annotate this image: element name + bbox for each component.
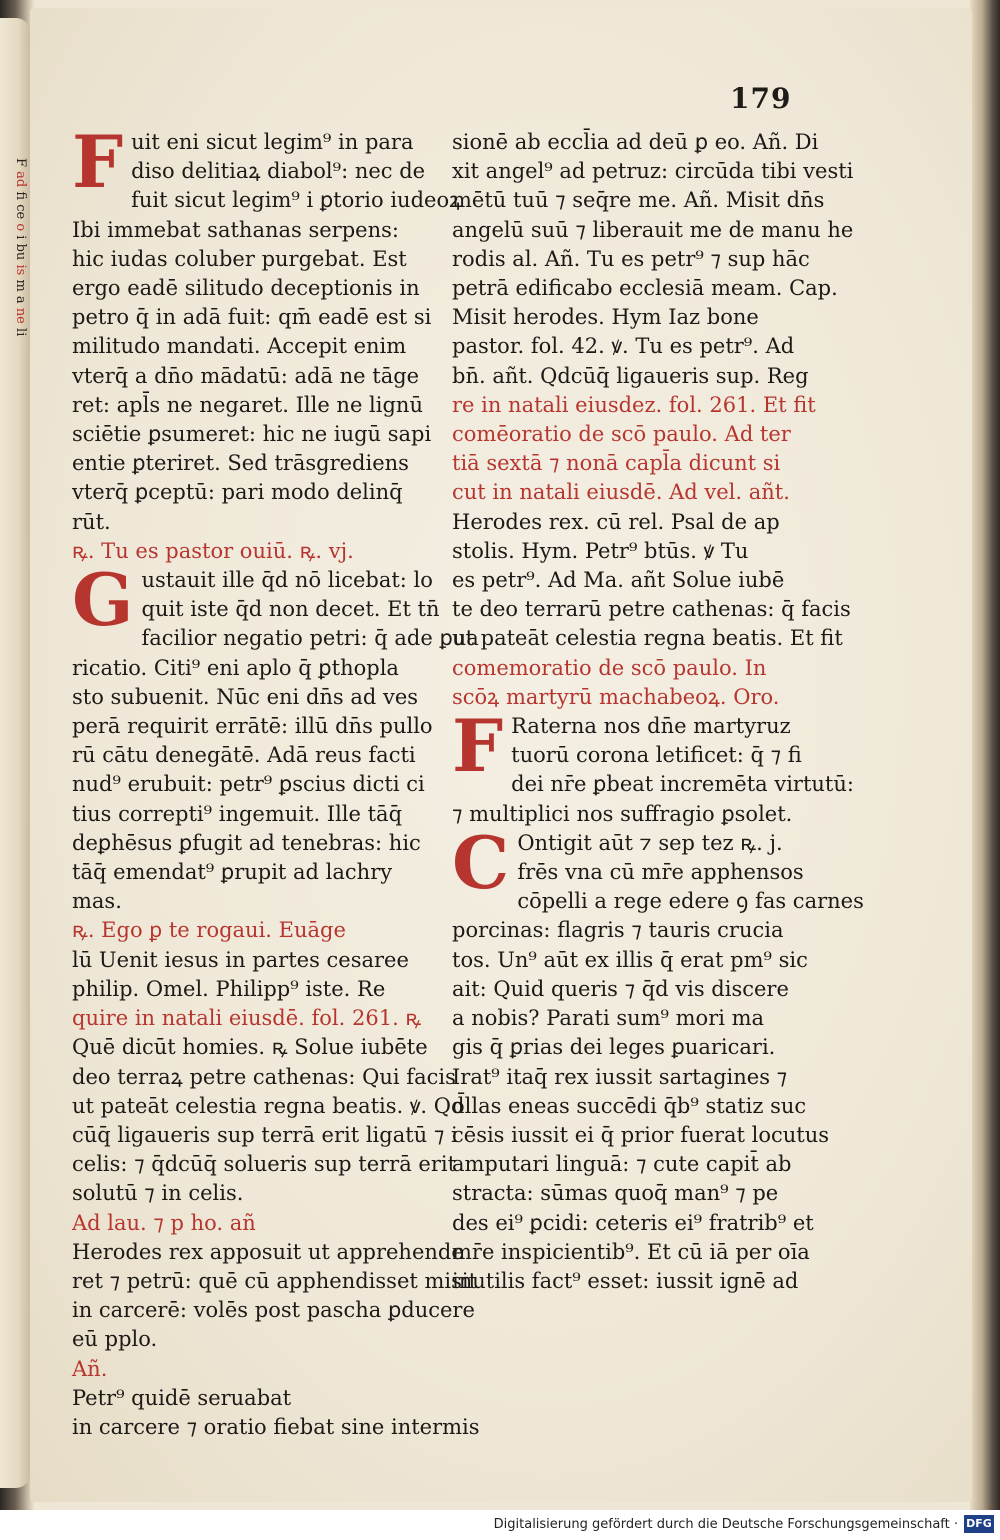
text-line: cūq̄ ligaueris sup terrā erit ligatū ⁊ i [72, 1122, 458, 1147]
text-line: tius correpti⁹ ingemuit. Ille tāq̄ [72, 801, 403, 826]
text-line: a nobis? Parati sum⁹ mori ma [452, 1006, 765, 1031]
text-line: ricatio. Citi⁹ eni aplo q̄ ꝑthopla [72, 655, 399, 680]
facing-page-fragment: ad [13, 171, 28, 188]
facing-page-fragment: m [13, 279, 28, 292]
text-line: frēs vna cū mr̄e apphensos [517, 860, 804, 885]
text-line: des ei⁹ ꝑcidi: ceteris ei⁹ fratrib⁹ et [452, 1210, 814, 1235]
facing-page-fragment: i [13, 235, 28, 240]
text-line: comemoratio de scō paulo. In [452, 655, 767, 680]
text-line: facilior negatio petri: q̄ ade ꝑua [141, 626, 479, 651]
text-line: angelū suū ⁊ liberauit me de manu he [452, 217, 854, 242]
text-line: Irat⁹ itaq̄ rex iussit sartagines ⁊ [452, 1064, 788, 1089]
text-line: ret: apl̄s ne negaret. Ille ne lignū [72, 392, 423, 417]
facing-page-fragment: o [13, 223, 28, 232]
text-line: scōꝝ martyrū machabeoꝝ. Oro. [452, 684, 780, 709]
text-line: mētū tuū ⁊ seq̄re me. Añ. Misit dn̄s [452, 188, 825, 213]
text-line: ergo eadē silitudo deceptionis in [72, 276, 420, 301]
text-line: tāq̄ emendat⁹ ꝑrupit ad lachry [72, 860, 393, 885]
text-line: tiā sextā ⁊ nonā capl̄a dicunt si [452, 451, 781, 476]
text-line: xit angel⁹ ad petruz: circūda tibi vesti [452, 159, 854, 184]
text-line: philip. Omel. Philipp⁹ iste. Re [72, 976, 386, 1001]
text-line: stolis. Hym. Petr⁹ btūs. ꝟ Tu [452, 538, 749, 563]
text-line: Quē dicūt homies. ꝶ Solue iubēte [72, 1035, 428, 1060]
drop-cap-f: F [72, 119, 124, 204]
text-line: quit iste q̄d non decet. Et tn̄ [141, 597, 440, 622]
text-line: lū Uenit iesus in partes cesaree [72, 947, 409, 972]
text-line: cōpelli a rege edere ꝯ fas carnes [517, 889, 864, 914]
text-line: entie ꝑteriret. Sed trāsgrediens [72, 451, 409, 476]
text-line: Petr⁹ quidē seruabat [72, 1385, 292, 1410]
text-line: petro q̄ in adā fuit: qm̄ eadē est si [72, 305, 432, 330]
text-line: in carcere ⁊ oratio fiebat sine intermis [72, 1414, 480, 1439]
facing-page-edge [0, 18, 30, 1488]
text-line: bn̄. añt. Qdcūq̄ ligaueris sup. Reg [452, 363, 809, 388]
drop-cap-c: C [452, 819, 510, 905]
text-line: ret ⁊ petrū: quē cū apphendisset misit [72, 1268, 478, 1293]
text-line: deo terraꝝ petre cathenas: Qui facis [72, 1064, 456, 1089]
rubric-line: quire in natali eiusdē. fol. 261. ꝶ [72, 1006, 422, 1031]
text-line: cut in natali eiusdē. Ad vel. añt. [452, 480, 790, 505]
text-line: uit eni sicut legim⁹ in para [131, 130, 414, 154]
facing-page-fragment: ne [13, 307, 28, 324]
text-line: ut pateāt celestia regna beatis. Et fit [452, 626, 843, 651]
text-line: porcinas: flagris ⁊ tauris crucia [452, 918, 784, 943]
left-column [72, 119, 480, 1442]
text-line: solutū ⁊ in celis. [72, 1181, 244, 1206]
text-line: perā requirit errātē: illū dn̄s pullo [72, 714, 433, 739]
facing-page-fragment: fi [13, 191, 28, 201]
facing-page-fragment: bu [13, 243, 28, 261]
facing-page-fragment: li [13, 328, 28, 337]
rubric-line: ꝶ. Tu es pastor ouiū. ꝶ. vj. [72, 538, 354, 563]
text-line: es petr⁹. Ad Ma. añt Solue iubē [452, 568, 785, 593]
text-line: sto subuenit. Nūc eni dn̄s ad ves [72, 684, 419, 709]
text-line: rūt. [72, 509, 111, 534]
text-line: deꝑhēsus ꝑfugit ad tenebras: hic [72, 830, 421, 855]
text-line: Ibi immebat sathanas serpens: [72, 217, 399, 242]
text-line: ustauit ille q̄d nō licebat: lo [141, 568, 433, 593]
text-line: Herodes rex. cū rel. Psal de ap [452, 509, 780, 534]
page-edge-right [970, 0, 1000, 1510]
funding-credit: Digitalisierung gefördert durch die Deutsche Forschungsgemeinschaft · [493, 1517, 958, 1532]
text-line: tos. Un⁹ aūt ex illis q̄ erat pm⁹ sic [452, 947, 808, 972]
drop-cap-g: G [72, 557, 134, 643]
facing-page-fragments [4, 158, 28, 458]
paragraph-lesson [452, 819, 864, 1296]
facing-page-fragment: F [13, 158, 28, 168]
right-column [452, 128, 864, 1296]
text-line: stracta: sūmas quoq̄ man⁹ ⁊ pe [452, 1181, 779, 1206]
text-line: vterq̄ ꝑceptū: pari modo delinq̄ [72, 480, 403, 505]
text-line: sionē ab eccl̄ia ad deū ꝑ eo. Añ. Di [452, 130, 819, 154]
text-line: rū cātu denegātē. Adā reus facti [72, 743, 416, 768]
text-line: gis q̄ ꝑrias dei leges ꝑuaricari. [452, 1035, 776, 1060]
text-line: militudo mandati. Accepit enim [72, 334, 407, 359]
drop-cap-f-right: F [452, 703, 504, 789]
text-line: tuorū corona letificet: q̄ ⁊ fi [511, 743, 802, 768]
text-line: mr̄e inspicientib⁹. Et cū iā per oīa [452, 1239, 810, 1264]
text-line: cēsis iussit ei q̄ prior fuerat locutus [452, 1122, 830, 1147]
text-line: Raterna nos dn̄e martyruz [511, 714, 791, 739]
paragraph-collect [452, 703, 854, 829]
folio-number: 179 [730, 82, 792, 115]
text-line: eū pplo. [72, 1327, 158, 1352]
text-line: in carcerē: volēs post pascha ꝑducere [72, 1298, 475, 1323]
text-line: inutilis fact⁹ esset: iussit ignē ad [452, 1268, 799, 1293]
text-line: ut pateāt celestia regna beatis. ꝟ. Qd̄ [72, 1093, 465, 1118]
text-line: Misit herodes. Hym Iaz bone [452, 305, 759, 330]
text-line: vterq̄ a dn̄o mādatū: adā ne tāge [72, 363, 420, 388]
text-line: amputari linguā: ⁊ cute capit̄ ab [452, 1152, 792, 1177]
text-line: ollas eneas succēdi q̄b⁹ statiz suc [452, 1093, 807, 1118]
text-line: te deo terrarū petre cathenas: q̄ facis [452, 597, 851, 622]
text-line: Herodes rex apposuit ut apprehende [72, 1239, 464, 1264]
rubric-line: ꝶ. Ego ꝑ te rogaui. Euāge [72, 918, 346, 943]
paragraph-2 [72, 557, 480, 1442]
text-line: re in natali eiusdez. fol. 261. Et fit [452, 392, 816, 417]
text-line: ait: Quid queris ⁊ q̄d vis discere [452, 976, 789, 1001]
text-line: ⁊ multiplici nos suffragio ꝑsolet. [452, 801, 793, 826]
text-line: comēoratio de scō paulo. Ad ter [452, 422, 791, 447]
text-line: mas. [72, 889, 122, 914]
facing-page-fragment: a [13, 295, 28, 304]
text-line: fuit sicut legim⁹ i ꝑtorio iudeoꝝ [131, 188, 462, 213]
text-line: celis: ⁊ q̄dcūq̄ solueris sup terrā erit [72, 1152, 457, 1177]
rubric-line: Ad lau. ⁊ p ho. añ [72, 1210, 256, 1235]
dfg-logo: DFG [964, 1515, 994, 1533]
rubric-line: Añ. [72, 1356, 108, 1381]
text-line: dei nr̄e ꝑbeat incremēta virtutū: [511, 772, 854, 797]
text-line: Ontigit aūt ⁊ sep tez ꝶ. j. [517, 830, 783, 855]
text-line: pastor. fol. 42. ꝟ. Tu es petr⁹. Ad [452, 334, 795, 359]
text-line: sciētie ꝑsumeret: hic ne iugū sapi [72, 422, 432, 447]
paragraph-1 [72, 119, 462, 566]
text-line: hic iudas coluber purgebat. Est [72, 246, 407, 271]
text-line: rodis al. Añ. Tu es petr⁹ ⁊ sup hāc [452, 246, 810, 271]
facing-page-fragment: ce [13, 204, 28, 220]
facing-page-fragment: is [13, 264, 28, 276]
text-line: petrā edificabo ecclesiā meam. Cap. [452, 276, 838, 301]
text-line: nud⁹ erubuit: petr⁹ ꝑscius dicti ci [72, 772, 425, 797]
text-line: diso delitiaꝝ diabol⁹: nec de [131, 159, 426, 184]
